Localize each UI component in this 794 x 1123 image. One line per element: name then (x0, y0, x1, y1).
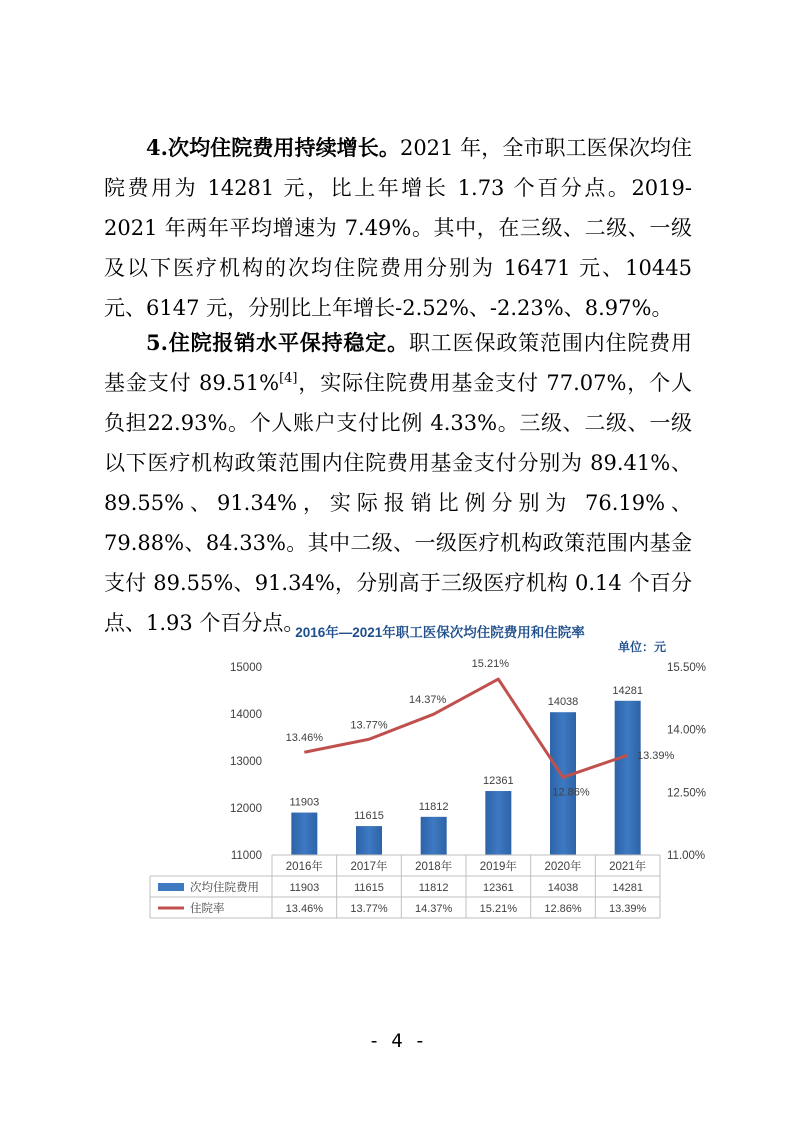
line-data-label: 14.37% (409, 694, 447, 707)
chart-unit-label: 单位：元 (617, 640, 666, 654)
table-cell-rate: 12.86% (544, 903, 582, 915)
bar-data-label: 11812 (418, 800, 449, 813)
x-category-label: 2018年 (415, 861, 453, 873)
paragraph-body: 职工医保政策范围内住院费用基金支付 89.51% (104, 331, 693, 395)
combo-chart (150, 615, 707, 925)
bar (485, 791, 511, 855)
y-right-tick-label: 11.00% (667, 850, 706, 862)
legend-key-bar (158, 883, 184, 891)
chart-title: 2016年—2021年职工医保次均住院费用和住院率 (295, 625, 585, 640)
paragraph-body-cont: ，实际住院费用基金支付 77.07%，个人负担22.93%。个人账户支付比例 4.33%。三级、二级、一级以下医疗机构政策范围内住院费用基金支付分别为 89.41%、89.55%、91.34%，实际报销比例分别为 76.19%、79.88%、84.33%。其中二级、一级医疗机构政策范围内基金支付 89.55%、91.34%，分别高于三级医疗机构 0.14 个百分点、1.93 个百分点。 (104, 371, 693, 635)
line-data-label: 13.39% (637, 750, 675, 763)
y-right-tick-label: 12.50% (667, 787, 707, 800)
paragraph-heading: 4.次均住院费用持续增长。 (146, 135, 400, 160)
bar-data-label: 14281 (612, 684, 643, 697)
y-left-tick-label: 13000 (230, 756, 262, 768)
y-right-tick-label: 14.00% (667, 724, 707, 737)
paragraph-avg-inpatient-cost (104, 128, 692, 328)
paragraph-heading: 5.住院报销水平保持稳定。 (146, 330, 409, 355)
bar-data-label: 14038 (547, 696, 579, 709)
y-right-tick-label: 15.50% (667, 662, 707, 674)
bar-data-label: 12361 (483, 775, 514, 788)
y-left-tick-label: 14000 (230, 709, 262, 721)
bar (421, 817, 447, 855)
line-data-label: 15.21% (471, 658, 509, 671)
bar (550, 712, 576, 855)
paragraph-body: 2021 年，全市职工医保次均住院费用为 14281 元，比上年增长 1.73 个百分点。2019-2021 年两年平均增速为 7.49%。其中，在三级、二级、一级及以下医疗机构的次均住院费用分别为 16471 元、10445 元、6147 元，分别比上年增长-2.52%、-2.23%、8.97%。 (104, 136, 693, 320)
bar (356, 826, 382, 855)
table-cell-rate: 13.46% (285, 903, 323, 915)
table-cell-cost: 11615 (354, 882, 384, 894)
table-cell-rate: 13.39% (609, 903, 647, 915)
line-data-label: 12.86% (552, 786, 590, 799)
x-category-label: 2021年 (609, 861, 647, 873)
y-left-tick-label: 11000 (230, 850, 262, 862)
bar (615, 701, 641, 855)
line-data-label: 13.46% (285, 732, 323, 745)
legend-label-bar: 次均住院费用 (190, 882, 259, 894)
table-cell-cost: 14281 (612, 882, 643, 894)
table-cell-cost: 11903 (289, 882, 320, 894)
line-data-label: 13.77% (350, 719, 388, 732)
table-cell-rate: 15.21% (479, 903, 517, 915)
paragraph-reimbursement-level (104, 323, 692, 643)
bar-data-label: 11615 (354, 810, 384, 823)
x-category-label: 2020年 (544, 861, 582, 873)
page-number: - 4 - (368, 1030, 426, 1052)
x-category-label: 2019年 (479, 861, 517, 873)
x-category-label: 2016年 (285, 861, 323, 873)
x-category-label: 2017年 (350, 861, 388, 873)
bar-data-label: 11903 (289, 796, 320, 809)
table-cell-cost: 12361 (483, 882, 514, 894)
table-cell-cost: 11812 (418, 882, 449, 894)
table-cell-cost: 14038 (547, 882, 579, 894)
y-left-tick-label: 15000 (230, 662, 262, 674)
table-cell-rate: 14.37% (415, 903, 453, 915)
y-left-tick-label: 12000 (230, 803, 262, 815)
table-cell-rate: 13.77% (350, 903, 388, 915)
footnote-ref: [4] (279, 371, 298, 386)
bar (291, 813, 317, 855)
legend-label-line: 住院率 (190, 903, 225, 915)
